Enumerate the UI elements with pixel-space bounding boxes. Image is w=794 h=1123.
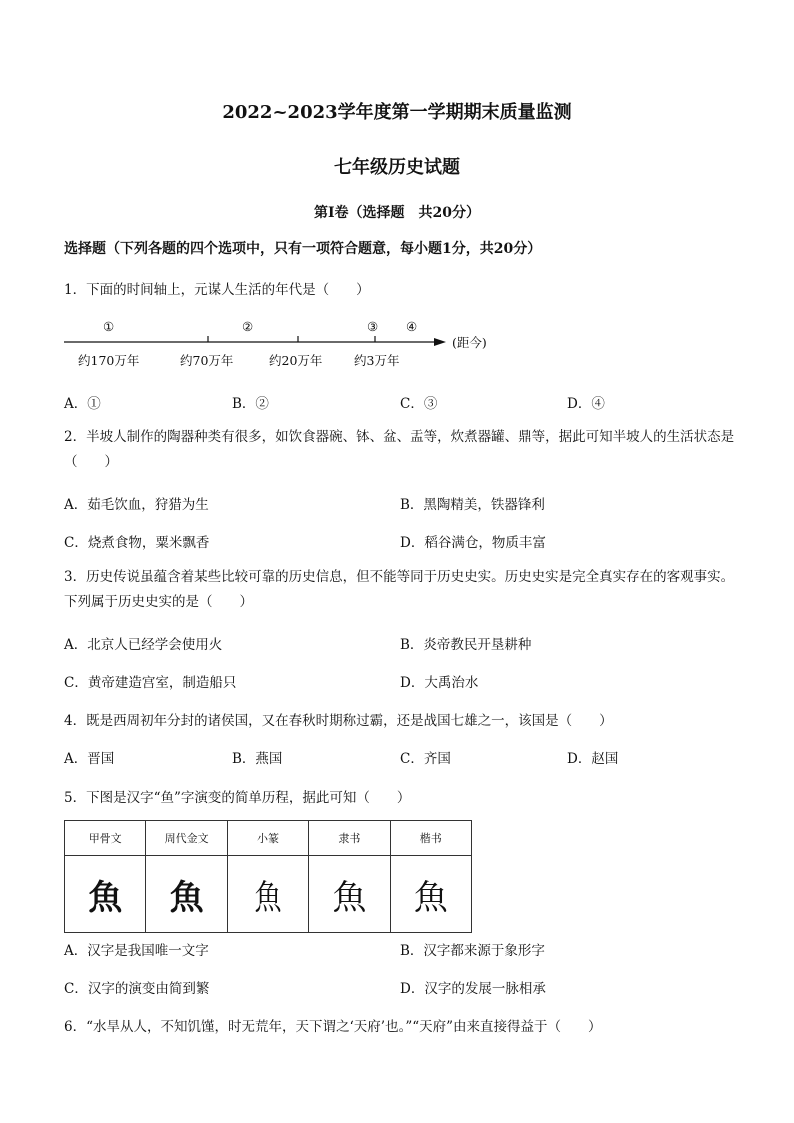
timeline-marker-3: ③ [367, 319, 379, 334]
q4-option-c[interactable]: C．齐国 [400, 751, 451, 767]
q1-option-d[interactable]: D．④ [567, 396, 605, 412]
timeline-marker-4: ④ [406, 319, 418, 334]
glyph-small-seal [227, 856, 308, 933]
q4-option-a[interactable]: A．晋国 [64, 751, 115, 767]
glyph-regular-char: 魚 [413, 877, 448, 918]
timeline-label-4: 约3万年 [354, 353, 400, 368]
question-2-stem: 2．半坡人制作的陶器种类有很多，如饮食器碗、钵、盆、盂等，炊煮器罐、鼎等，据此可知半坡人的生活状态是（ ） [64, 429, 735, 470]
glyph-clerical-char: 魚 [332, 877, 367, 918]
q5-option-b[interactable]: B．汉字都来源于象形字 [400, 943, 545, 959]
question-4-stem: 4．既是西周初年分封的诸侯国，又在春秋时期称过霸，还是战国七雄之一，该国是（ ） [64, 713, 613, 729]
exam-title: 2022~2023学年度第一学期期末质量监测 [222, 102, 572, 123]
question-5-stem: 5．下图是汉字“鱼”字演变的简单历程，据此可知（ ） [64, 790, 411, 806]
character-evolution-table [64, 820, 472, 933]
glyph-bronze [146, 856, 227, 933]
header-oracle-bone: 甲骨文 [65, 821, 146, 856]
glyph-small-seal-char: 魚 [254, 877, 282, 918]
timeline-end-label: (距今) [452, 335, 487, 350]
q2-option-c[interactable]: C．烧煮食物，粟米飘香 [64, 535, 210, 551]
question-6-stem: 6．“水旱从人，不知饥馑，时无荒年，天下谓之‘天府’也。”“天府”由来直接得益于（ ） [64, 1019, 602, 1035]
glyph-regular [390, 856, 471, 933]
timeline-label-3: 约20万年 [269, 353, 323, 368]
q1-option-c[interactable]: C．③ [400, 396, 438, 412]
q5-option-c[interactable]: C．汉字的演变由简到繁 [64, 981, 210, 997]
q3-option-b[interactable]: B．炎帝教民开垦耕种 [400, 637, 532, 653]
glyph-bronze-char: 魚 [169, 877, 204, 918]
q5-option-a[interactable]: A．汉字是我国唯一文字 [64, 943, 209, 959]
q2-option-d[interactable]: D．稻谷满仓，物质丰富 [400, 535, 546, 551]
q2-option-a[interactable]: A．茹毛饮血，狩猎为生 [64, 497, 209, 513]
timeline-arrow [434, 338, 446, 346]
exam-subtitle: 七年级历史试题 [334, 157, 460, 178]
q1-option-a[interactable]: A．① [64, 396, 101, 412]
header-regular: 楷书 [390, 821, 471, 856]
header-small-seal: 小篆 [227, 821, 308, 856]
glyph-clerical [309, 856, 390, 933]
timeline-marker-2: ② [242, 319, 254, 334]
timeline-marker-1: ① [103, 319, 115, 334]
q5-option-d[interactable]: D．汉字的发展一脉相承 [400, 981, 546, 997]
q3-option-d[interactable]: D．大禹治水 [400, 675, 479, 691]
glyph-oracle-bone-char: 魚 [88, 877, 123, 918]
header-bronze: 周代金文 [146, 821, 227, 856]
question-1-stem: 1．下面的时间轴上，元谋人生活的年代是（ ） [64, 282, 370, 298]
question-3-stem: 3．历史传说虽蕴含着某些比较可靠的历史信息，但不能等同于历史史实。历史史实是完全真实存在的客观事实。下列属于历史史实的是（ ） [64, 569, 735, 610]
glyph-oracle-bone [65, 856, 146, 933]
q4-option-d[interactable]: D．赵国 [567, 751, 619, 767]
section-heading: 第Ⅰ卷（选择题 共20分） [313, 205, 481, 221]
q3-option-c[interactable]: C．黄帝建造宫室，制造船只 [64, 675, 237, 691]
q2-option-b[interactable]: B．黑陶精美，铁器锋利 [400, 497, 545, 513]
timeline-diagram [64, 312, 504, 372]
timeline-label-2: 约70万年 [180, 353, 234, 368]
q1-option-b[interactable]: B．② [232, 396, 269, 412]
q3-option-a[interactable]: A．北京人已经学会使用火 [64, 637, 223, 653]
header-clerical: 隶书 [309, 821, 390, 856]
timeline-label-1: 约170万年 [78, 353, 140, 368]
q4-option-b[interactable]: B．燕国 [232, 751, 283, 767]
instructions: 选择题（下列各题的四个选项中，只有一项符合题意，每小题1分，共20分） [64, 241, 542, 257]
